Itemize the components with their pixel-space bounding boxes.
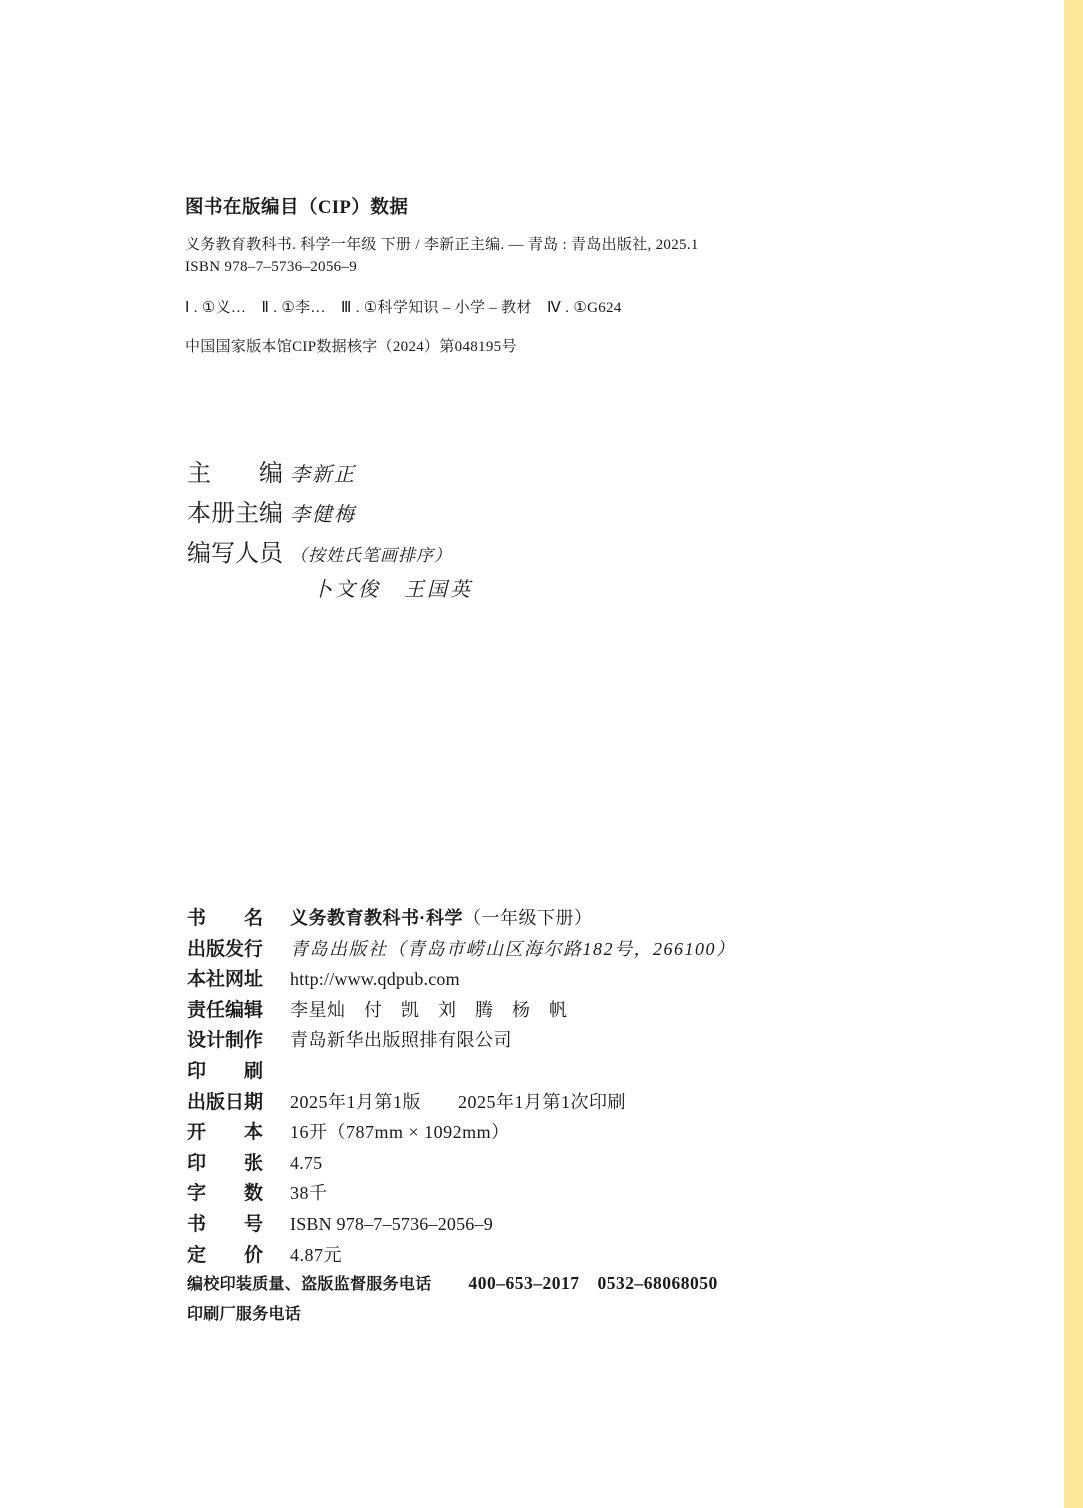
quality-hotline-numbers: 400–653–2017 0532–68068050	[468, 1273, 718, 1294]
publisher-url: http://www.qdpub.com	[290, 969, 460, 990]
editors-sort-note: （按姓氏笔画排序）	[290, 546, 452, 565]
colophon-value: 青岛出版社（青岛市崂山区海尔路182号，266100）	[290, 938, 736, 959]
editor-row-chief	[187, 453, 787, 493]
colophon-row-publication-date	[187, 1087, 967, 1118]
colophon-section	[187, 903, 967, 1331]
quality-hotline-line	[187, 1270, 967, 1301]
colophon-value: 16开（787mm × 1092mm）	[290, 1122, 510, 1143]
editor-row-writers	[187, 533, 787, 573]
colophon-value: 2025年1月第1版 2025年1月第1次印刷	[290, 1091, 626, 1112]
printer-hotline-label: 印刷厂服务电话	[187, 1305, 302, 1323]
colophon-row-format	[187, 1117, 967, 1148]
colophon-price: 4.87元	[290, 1244, 342, 1265]
book-title-emphasis: 义务教育教科书·科学	[290, 908, 463, 928]
editor-name: 李健梅	[290, 504, 356, 526]
colophon-label: 书 号	[187, 1213, 264, 1235]
editors-section	[187, 453, 787, 613]
colophon-label: 印 张	[187, 1152, 264, 1174]
colophon-row-isbn	[187, 1209, 967, 1240]
colophon-label: 书 名	[187, 908, 264, 929]
cip-classification: Ⅰ . ①义… Ⅱ . ①李… Ⅲ . ①科学知识 – 小学 – 教材 Ⅳ . ①G624	[185, 300, 622, 316]
cip-isbn: ISBN 978–7–5736–2056–9	[185, 259, 358, 275]
colophon-row-book-title	[187, 903, 967, 934]
colophon-row-price	[187, 1240, 967, 1271]
editors-members: 卜文俊 王国英	[312, 579, 473, 601]
colophon-row-responsible-editors	[187, 995, 967, 1026]
book-title-volume: （一年级下册）	[463, 908, 593, 928]
colophon-label: 字 数	[187, 1183, 264, 1205]
colophon-label: 责任编辑	[187, 999, 264, 1021]
colophon-label: 本社网址	[187, 969, 264, 991]
colophon-label: 出版发行	[187, 938, 264, 960]
colophon-row-design	[187, 1025, 967, 1056]
colophon-value: 38千	[290, 1183, 328, 1204]
colophon-label: 定 价	[187, 1244, 264, 1266]
colophon-value: 李星灿 付 凯 刘 腾 杨 帆	[290, 999, 568, 1020]
editor-role-label: 编写人员	[187, 541, 283, 567]
cip-title: 图书在版编目（CIP）数据	[185, 198, 409, 218]
colophon-row-word-count	[187, 1178, 967, 1209]
colophon-row-printer	[187, 1056, 967, 1087]
colophon-row-sheets	[187, 1148, 967, 1179]
cip-record-number: 中国国家版本馆CIP数据核字（2024）第048195号	[185, 339, 517, 355]
page-edge-accent-strip	[1064, 0, 1083, 1508]
editor-row-volume-chief	[187, 493, 787, 533]
printer-hotline-line	[187, 1301, 967, 1332]
quality-hotline-label: 编校印装质量、盗版监督服务电话	[187, 1276, 432, 1294]
colophon-isbn: ISBN 978–7–5736–2056–9	[290, 1213, 493, 1234]
colophon-label: 设计制作	[187, 1030, 264, 1052]
colophon-value: 4.75	[290, 1152, 323, 1173]
cip-description: 义务教育教科书. 科学一年级 下册 / 李新正主编. — 青岛 : 青岛出版社, 2025.1	[185, 237, 699, 253]
editor-role-label: 主 编	[187, 461, 283, 487]
colophon-value: 青岛新华出版照排有限公司	[290, 1030, 512, 1051]
colophon-label: 开 本	[187, 1122, 264, 1144]
colophon-label: 印 刷	[187, 1060, 264, 1082]
colophon-row-website	[187, 964, 967, 995]
colophon-row-publisher	[187, 934, 967, 965]
editor-name: 李新正	[290, 464, 356, 486]
editor-role-label: 本册主编	[187, 501, 283, 527]
colophon-label: 出版日期	[187, 1091, 264, 1113]
